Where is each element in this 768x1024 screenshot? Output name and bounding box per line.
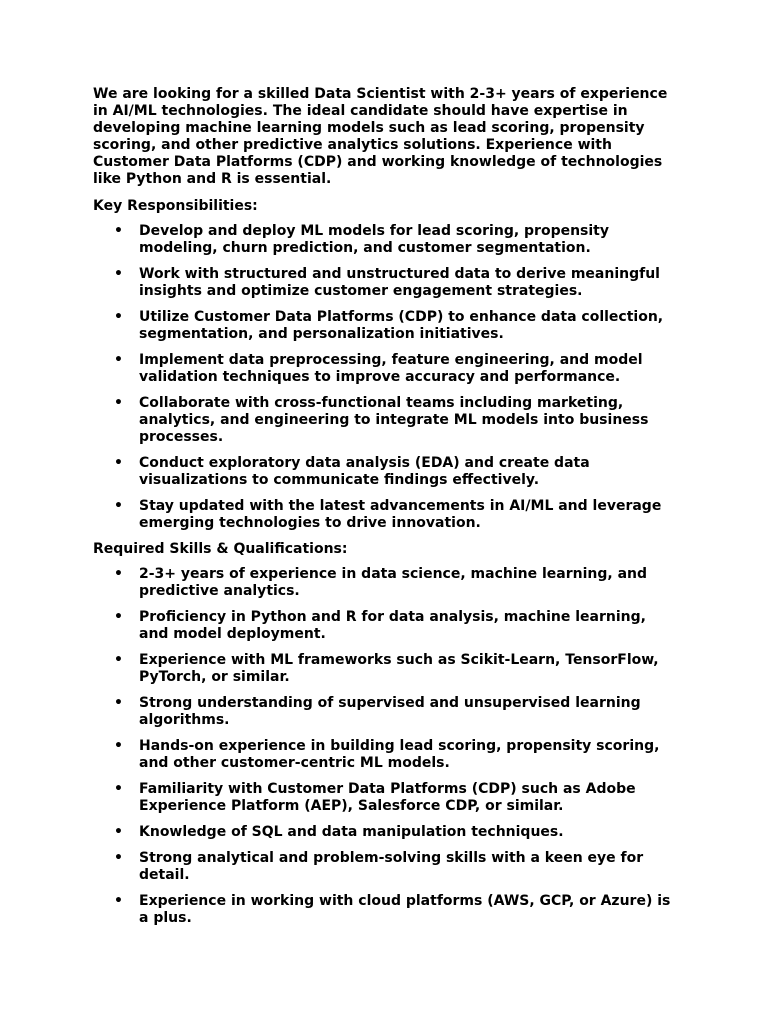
bullet-icon: • <box>114 850 123 866</box>
qualification-item <box>93 893 678 927</box>
bullet-icon: • <box>114 609 123 625</box>
responsibility-text: Conduct exploratory data analysis (EDA) and create data visualizations to communicate findings effectively. <box>139 455 590 488</box>
qualification-text: Experience with ML frameworks such as Scikit-Learn, TensorFlow, PyTorch, or similar. <box>139 652 659 685</box>
qualification-item <box>93 781 678 815</box>
responsibility-item <box>93 266 678 300</box>
qualification-text: Hands-on experience in building lead scoring, propensity scoring, and other customer-centric ML models. <box>139 738 660 771</box>
qualification-text: Experience in working with cloud platforms (AWS, GCP, or Azure) is a plus. <box>139 893 671 926</box>
qualification-text: Knowledge of SQL and data manipulation techniques. <box>139 824 564 840</box>
qualifications-list <box>93 566 678 927</box>
qualification-item <box>93 652 678 686</box>
qualification-item <box>93 738 678 772</box>
responsibility-item <box>93 395 678 446</box>
bullet-icon: • <box>114 498 123 514</box>
qualification-item <box>93 609 678 643</box>
responsibility-item <box>93 455 678 489</box>
bullet-icon: • <box>114 824 123 840</box>
responsibilities-list <box>93 223 678 532</box>
bullet-icon: • <box>114 395 123 411</box>
bullet-icon: • <box>114 266 123 282</box>
bullet-icon: • <box>114 738 123 754</box>
intro-paragraph: We are looking for a skilled Data Scientist with 2-3+ years of experience in AI/ML technologies. The ideal candidate should have expertise in developing machine learning models such as lead scoring, propensity scoring, and other predictive analytics solutions. Experience with Customer Data Platforms (CDP) and working knowledge of technologies like Python and R is essential. <box>93 86 668 187</box>
responsibility-text: Collaborate with cross-functional teams including marketing, analytics, and engineering to integrate ML models into business processes. <box>139 395 649 445</box>
qualification-item <box>93 566 678 600</box>
bullet-icon: • <box>114 455 123 471</box>
bullet-icon: • <box>114 223 123 239</box>
qualification-text: Strong understanding of supervised and unsupervised learning algorithms. <box>139 695 641 728</box>
qualification-item <box>93 695 678 729</box>
qualifications-heading: Required Skills & Qualifications: <box>93 541 348 557</box>
responsibility-item <box>93 223 678 257</box>
bullet-icon: • <box>114 695 123 711</box>
bullet-icon: • <box>114 309 123 325</box>
qualification-item <box>93 824 678 841</box>
bullet-icon: • <box>114 781 123 797</box>
responsibility-text: Implement data preprocessing, feature engineering, and model validation techniques to improve accuracy and performance. <box>139 352 643 385</box>
qualification-text: 2-3+ years of experience in data science, machine learning, and predictive analytics. <box>139 566 647 599</box>
qualification-item <box>93 850 678 884</box>
bullet-icon: • <box>114 352 123 368</box>
responsibility-text: Utilize Customer Data Platforms (CDP) to enhance data collection, segmentation, and personalization initiatives. <box>139 309 664 342</box>
responsibility-item <box>93 352 678 386</box>
responsibility-item <box>93 498 678 532</box>
responsibility-item <box>93 309 678 343</box>
responsibility-text: Stay updated with the latest advancements in AI/ML and leverage emerging technologies to drive innovation. <box>139 498 662 531</box>
responsibility-text: Develop and deploy ML models for lead scoring, propensity modeling, churn prediction, and customer segmentation. <box>139 223 610 256</box>
responsibilities-heading: Key Responsibilities: <box>93 198 258 214</box>
bullet-icon: • <box>114 566 123 582</box>
qualification-text: Familiarity with Customer Data Platforms (CDP) such as Adobe Experience Platform (AEP), Salesforce CDP, or similar. <box>139 781 636 814</box>
bullet-icon: • <box>114 893 123 909</box>
responsibility-text: Work with structured and unstructured data to derive meaningful insights and optimize customer engagement strategies. <box>139 266 660 299</box>
bullet-icon: • <box>114 652 123 668</box>
qualification-text: Strong analytical and problem-solving skills with a keen eye for detail. <box>139 850 644 883</box>
qualification-text: Proficiency in Python and R for data analysis, machine learning, and model deployment. <box>139 609 646 642</box>
